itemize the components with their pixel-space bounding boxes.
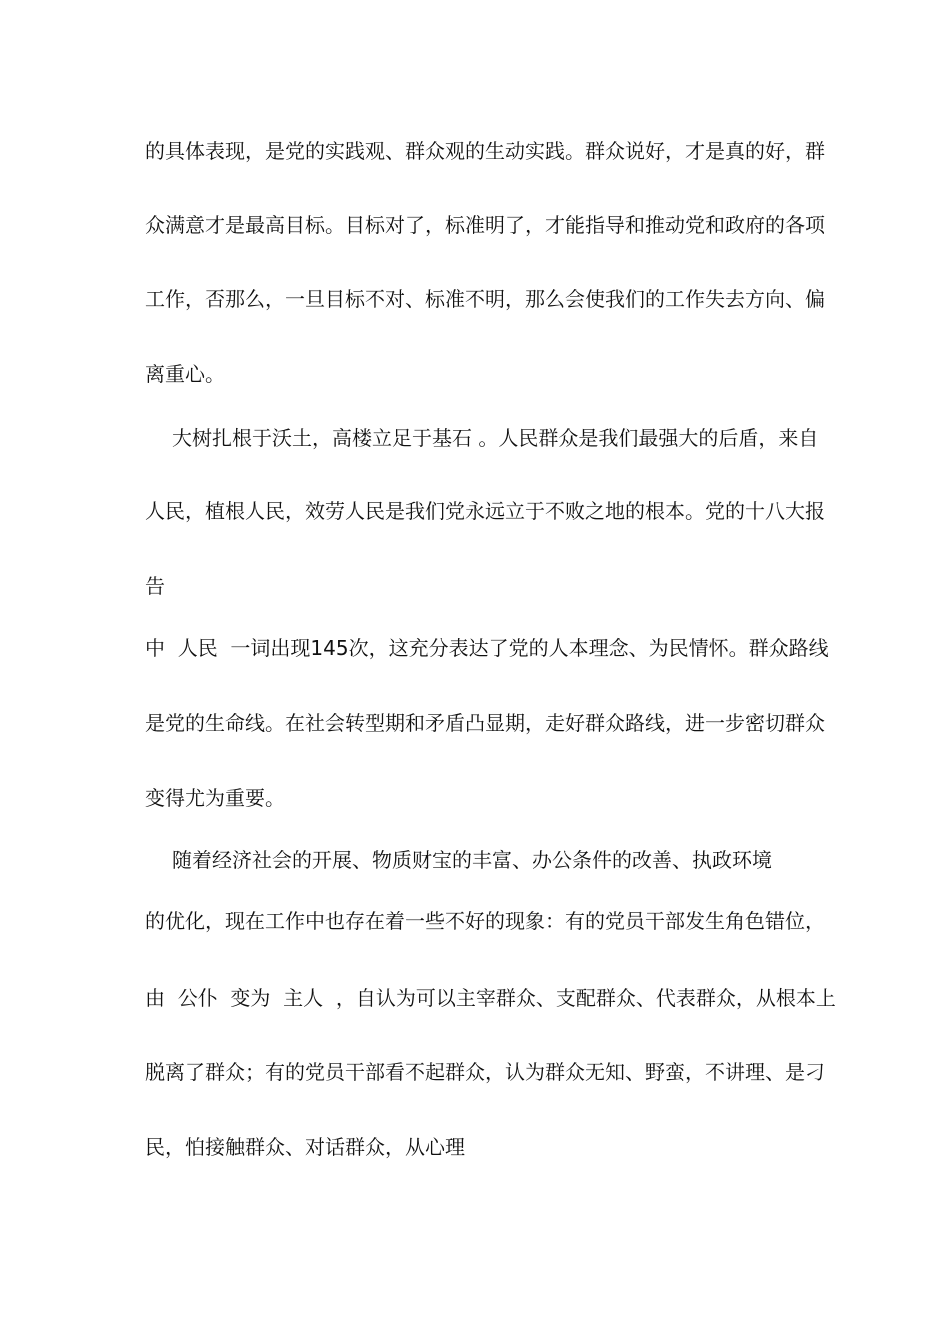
text-line: 工作，否那么，一旦目标不对、标准不明，那么会使我们的工作失去方向、偏 [145,287,825,311]
text-line: 离重心。 [145,362,225,386]
text-line: 众满意才是最高目标。目标对了，标准明了，才能指导和推动党和政府的各项 [145,213,825,237]
text-line: 告 [145,574,165,598]
paragraph-start-line: 随着经济社会的开展、物质财宝的丰富、办公条件的改善、执政环境 [172,848,772,872]
text-line: 中 人民 一词出现145次，这充分表达了党的人本理念、为民情怀。群众路线 [145,636,829,660]
paragraph-start-line: 大树扎根于沃土，高楼立足于基石 。人民群众是我们最强大的后盾，来自 [172,426,819,450]
text-line: 变得尤为重要。 [145,786,285,810]
text-line: 脱离了群众；有的党员干部看不起群众，认为群众无知、野蛮，不讲理、是刁 [145,1060,825,1084]
text-line: 民，怕接触群众、对话群众，从心理 [145,1135,465,1159]
text-line: 的具体表现，是党的实践观、群众观的生动实践。群众说好，才是真的好，群 [145,139,825,163]
text-line: 人民，植根人民，效劳人民是我们党永远立于不败之地的根本。党的十八大报 [145,499,825,523]
text-line: 是党的生命线。在社会转型期和矛盾凸显期，走好群众路线，进一步密切群众 [145,711,825,735]
text-line: 由 公仆 变为 主人 ，自认为可以主宰群众、支配群众、代表群众，从根本上 [145,986,836,1010]
text-line: 的优化，现在工作中也存在着一些不好的现象：有的党员干部发生角色错位， [145,909,825,933]
